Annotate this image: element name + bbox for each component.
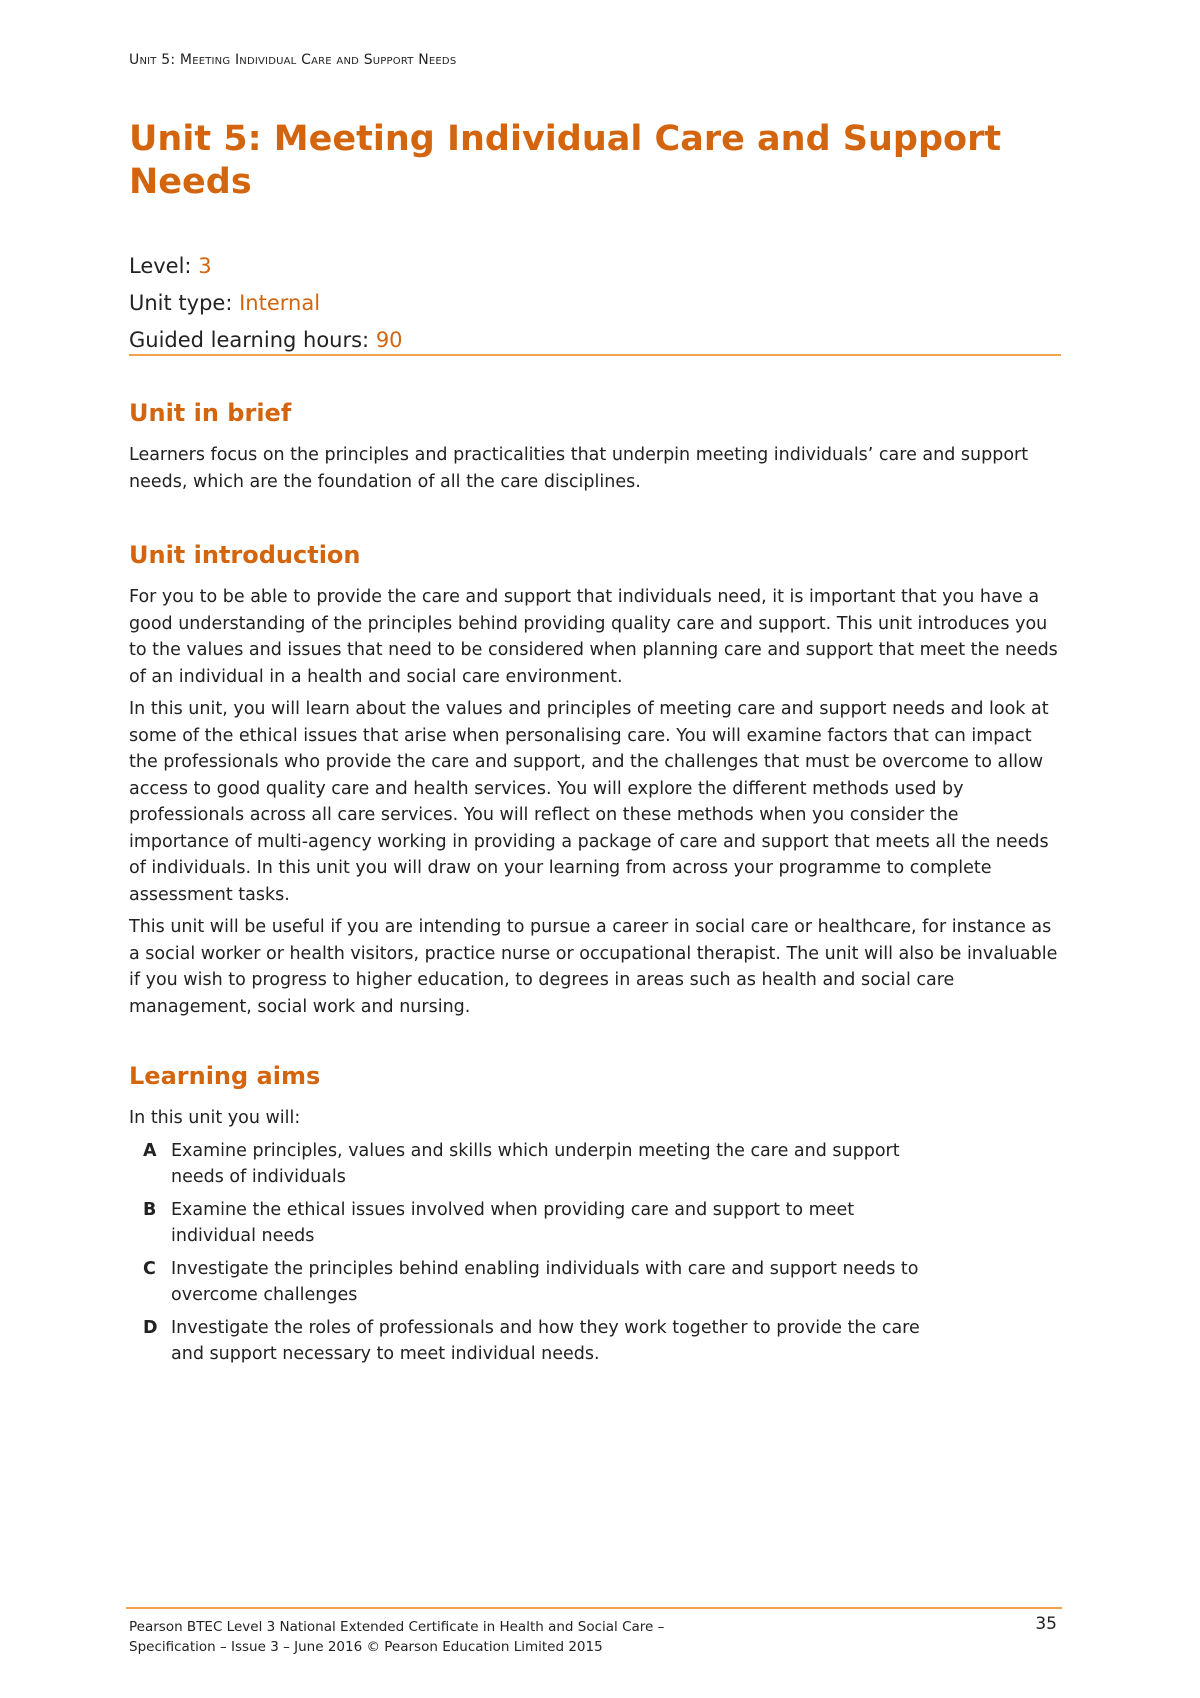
level-label: Level:	[129, 254, 199, 278]
running-header: Unit 5: Meeting Individual Care and Support Needs	[129, 52, 457, 68]
aim-letter: A	[143, 1140, 157, 1161]
unit-type-label: Unit type:	[129, 291, 240, 315]
unit-in-brief-section	[129, 398, 1061, 501]
page-number: 35	[1035, 1614, 1057, 1634]
aim-text: Examine the ethical issues involved when providing care and support to meet individual needs	[171, 1199, 855, 1246]
level-value: 3	[198, 254, 212, 278]
footer-line-2: Specification – Issue 3 – June 2016 © Pearson Education Limited 2015	[129, 1639, 603, 1655]
aim-text: Investigate the principles behind enabling individuals with care and support needs to overcome challenges	[171, 1258, 919, 1305]
meta-divider	[129, 354, 1061, 356]
footer-text	[129, 1617, 664, 1657]
learning-aims-section	[129, 1061, 1061, 1374]
learning-aims-heading: Learning aims	[129, 1062, 321, 1090]
aim-text: Investigate the roles of professionals and how they work together to provide the care and support necessary to meet individual needs.	[171, 1317, 920, 1364]
list-item	[129, 1256, 939, 1309]
aim-text: Examine principles, values and skills which underpin meeting the care and support needs of individuals	[171, 1140, 900, 1187]
intro-paragraph-3: This unit will be useful if you are intending to pursue a career in social care or healthcare, for instance as a social worker or health visitors, practice nurse or occupational therapist. The unit will also be invaluable if you wish to progress to higher education, to degrees in areas such as health and social care management, social work and nursing.	[129, 917, 1058, 1017]
glh-value: 90	[375, 328, 403, 352]
unit-title: Unit 5: Meeting Individual Care and Support Needs	[129, 119, 1002, 202]
learning-aims-list	[129, 1138, 939, 1368]
unit-type-value: Internal	[239, 291, 321, 315]
document-page	[129, 0, 1061, 1698]
learning-aims-intro: In this unit you will:	[129, 1108, 301, 1128]
glh-label: Guided learning hours:	[129, 328, 376, 352]
aim-letter: C	[143, 1258, 156, 1279]
unit-type-row	[129, 285, 1061, 322]
list-item	[129, 1197, 939, 1250]
footer-divider	[126, 1607, 1062, 1609]
intro-paragraph-2: In this unit, you will learn about the values and principles of meeting care and support needs and look at some of the ethical issues that arise when personalising care. You will examine factors that can impact the professionals who provide the care and support, and the challenges that must be overcome to allow access to good quality care and health services. You will explore the different methods used by professionals across all care services. You will reflect on these methods when you consider the importance of multi-agency working in providing a package of care and support that meets all the needs of individuals. In this unit you will draw on your learning from across your programme to complete assessment tasks.	[129, 699, 1049, 905]
intro-paragraph-1: For you to be able to provide the care and support that individuals need, it is important that you have a good understanding of the principles behind providing quality care and support. This unit introduces you to the values and issues that need to be considered when planning care and support that meet the needs of an individual in a health and social care environment.	[129, 587, 1058, 687]
list-item	[129, 1315, 939, 1368]
footer-line-1: Pearson BTEC Level 3 National Extended Certificate in Health and Social Care –	[129, 1619, 665, 1635]
unit-in-brief-text: Learners focus on the principles and practicalities that underpin meeting individuals’ care and support needs, which are the foundation of all the care disciplines.	[129, 445, 1029, 492]
list-item	[129, 1138, 939, 1191]
aim-letter: D	[143, 1317, 158, 1338]
unit-introduction-section	[129, 540, 1061, 1026]
level-row	[129, 248, 1061, 285]
unit-in-brief-heading: Unit in brief	[129, 399, 292, 427]
aim-letter: B	[143, 1199, 157, 1220]
unit-meta	[129, 248, 1061, 359]
unit-introduction-heading: Unit introduction	[129, 541, 361, 569]
